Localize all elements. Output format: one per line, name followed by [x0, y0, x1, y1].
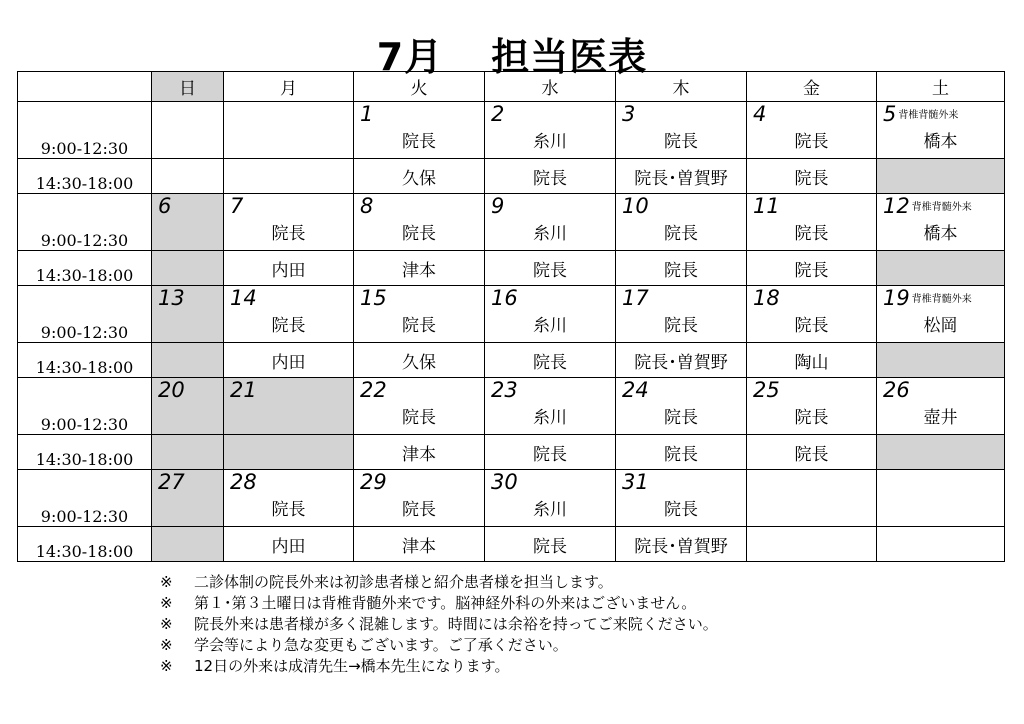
date-value: 27 — [158, 470, 185, 494]
date-value: 17 — [622, 286, 649, 310]
afternoon-cell — [224, 251, 354, 286]
week-morning-row — [18, 378, 1005, 435]
afternoon-cell — [152, 527, 224, 562]
doctor-name: 院長 — [271, 500, 306, 520]
doctor-name — [152, 494, 223, 496]
doctor-name: 糸川 — [533, 316, 567, 336]
date-number — [354, 194, 484, 218]
date-number — [877, 470, 1004, 494]
header-day-tue: 火 — [354, 72, 485, 102]
date-value: 30 — [491, 470, 518, 494]
doctor-name: 内田 — [271, 536, 306, 557]
date-value: 24 — [622, 378, 649, 402]
morning-cell — [224, 102, 354, 159]
afternoon-cell — [224, 343, 354, 378]
date-value: 7 — [230, 194, 244, 218]
date-number — [616, 286, 746, 310]
doctor-name: 院長 — [533, 260, 567, 281]
date-number — [485, 470, 615, 494]
date-number — [485, 102, 615, 126]
doctor-name: 陶山 — [794, 352, 829, 373]
note-text: 第１･第３土曜日は背椎背髄外来です。脳神経外科の外来はございません。 — [194, 594, 697, 612]
date-value: 23 — [491, 378, 518, 402]
doctor-name: 院長 — [794, 444, 829, 465]
morning-cell — [485, 102, 616, 159]
date-value: 2 — [491, 102, 505, 126]
date-value: 25 — [753, 378, 780, 402]
doctor-name: 院長 — [402, 132, 436, 152]
doctor-name: 久保 — [402, 352, 436, 373]
afternoon-cell — [747, 159, 877, 194]
date-value: 14 — [230, 286, 257, 310]
date-value: 3 — [622, 102, 636, 126]
doctor-name: 院長･曽賀野 — [634, 536, 728, 557]
morning-cell — [354, 286, 485, 343]
afternoon-cell — [877, 159, 1005, 194]
doctor-name: 院長 — [794, 408, 829, 428]
afternoon-cell — [747, 251, 877, 286]
week-afternoon-row — [18, 159, 1005, 194]
doctor-name: 院長 — [794, 316, 829, 336]
header-day-fri: 金 — [747, 72, 877, 102]
doctor-name: 津本 — [402, 444, 436, 465]
doctor-name: 糸川 — [533, 408, 567, 428]
afternoon-cell — [152, 343, 224, 378]
week-morning-row — [18, 470, 1005, 527]
date-number — [152, 470, 223, 494]
date-number — [485, 286, 615, 310]
time-slot-morning: 9:00-12:30 — [18, 194, 152, 251]
morning-cell — [152, 470, 224, 527]
date-value: 29 — [360, 470, 387, 494]
morning-cell — [877, 194, 1005, 251]
clinic-note: 背椎背髄外来 — [911, 294, 972, 305]
header-corner — [18, 72, 152, 102]
doctor-name: 院長 — [402, 316, 436, 336]
afternoon-cell — [877, 435, 1005, 470]
note-line — [160, 614, 718, 635]
note-text: 院長外来は患者様が多く混雑します。時間には余裕を持ってご来院ください。 — [194, 615, 718, 633]
afternoon-cell — [354, 527, 485, 562]
morning-cell — [747, 102, 877, 159]
morning-cell — [747, 470, 877, 527]
morning-cell — [485, 378, 616, 435]
date-number — [485, 378, 615, 402]
date-number — [354, 378, 484, 402]
date-number — [877, 286, 1004, 310]
date-value: 10 — [622, 194, 649, 218]
header-row — [18, 72, 1005, 102]
notes-list — [160, 572, 718, 677]
date-number — [224, 378, 353, 402]
clinic-note: 背椎背髄外来 — [911, 202, 972, 213]
note-line — [160, 572, 718, 593]
morning-cell — [616, 286, 747, 343]
afternoon-cell — [485, 159, 616, 194]
morning-cell — [877, 102, 1005, 159]
week-morning-row — [18, 194, 1005, 251]
afternoon-cell — [747, 527, 877, 562]
note-line — [160, 656, 718, 677]
date-number — [152, 286, 223, 310]
note-text: 学会等により急な変更もございます。ご了承ください。 — [194, 636, 568, 654]
note-text: 12日の外来は成清先生→橋本先生になります。 — [194, 657, 510, 675]
date-value: 1 — [360, 102, 374, 126]
date-number — [747, 194, 876, 218]
afternoon-cell — [152, 435, 224, 470]
morning-cell — [224, 378, 354, 435]
morning-cell — [747, 194, 877, 251]
doctor-name — [152, 218, 223, 220]
afternoon-cell — [354, 159, 485, 194]
date-number — [877, 102, 1004, 126]
header-day-mon: 月 — [224, 72, 354, 102]
date-number — [747, 378, 876, 402]
note-mark: ※ — [160, 594, 173, 612]
date-number — [354, 102, 484, 126]
morning-cell — [224, 286, 354, 343]
header-day-sun: 日 — [152, 72, 224, 102]
date-number — [224, 470, 353, 494]
date-value: 28 — [230, 470, 257, 494]
schedule-table — [17, 71, 1005, 562]
doctor-name: 院長 — [533, 536, 567, 557]
doctor-name — [152, 126, 223, 128]
note-mark: ※ — [160, 636, 173, 654]
morning-cell — [224, 470, 354, 527]
afternoon-cell — [616, 435, 747, 470]
week-afternoon-row — [18, 527, 1005, 562]
date-number — [616, 102, 746, 126]
time-slot-afternoon: 14:30-18:00 — [18, 527, 152, 562]
week-afternoon-row — [18, 435, 1005, 470]
afternoon-cell — [152, 159, 224, 194]
date-number — [616, 470, 746, 494]
doctor-name: 津本 — [402, 536, 436, 557]
doctor-name: 糸川 — [533, 500, 567, 520]
morning-cell — [354, 194, 485, 251]
note-line — [160, 635, 718, 656]
clinic-note: 背椎背髄外来 — [898, 110, 959, 121]
note-line — [160, 593, 718, 614]
afternoon-cell — [354, 343, 485, 378]
doctor-name: 院長 — [664, 408, 698, 428]
date-number — [747, 102, 876, 126]
doctor-name — [747, 494, 876, 496]
afternoon-cell — [354, 251, 485, 286]
afternoon-cell — [747, 343, 877, 378]
week-morning-row — [18, 102, 1005, 159]
doctor-name — [152, 310, 223, 312]
note-mark: ※ — [160, 573, 173, 591]
doctor-name: 橋本 — [923, 224, 958, 244]
doctor-name: 院長 — [664, 224, 698, 244]
doctor-name: 院長 — [794, 132, 829, 152]
week-afternoon-row — [18, 251, 1005, 286]
week-afternoon-row — [18, 343, 1005, 378]
afternoon-cell — [224, 435, 354, 470]
doctor-name: 院長 — [794, 260, 829, 281]
doctor-name: 院長 — [533, 444, 567, 465]
date-number — [747, 470, 876, 494]
date-number — [224, 286, 353, 310]
morning-cell — [877, 286, 1005, 343]
morning-cell — [616, 194, 747, 251]
date-number — [485, 194, 615, 218]
header-day-wed: 水 — [485, 72, 616, 102]
doctor-name: 院長 — [402, 500, 436, 520]
time-slot-morning: 9:00-12:30 — [18, 286, 152, 343]
week-morning-row — [18, 286, 1005, 343]
time-slot-afternoon: 14:30-18:00 — [18, 251, 152, 286]
date-value: 19 — [883, 286, 910, 310]
doctor-name: 内田 — [271, 352, 306, 373]
title-month: 7月 — [376, 35, 444, 79]
doctor-name: 院長･曽賀野 — [634, 352, 728, 373]
date-number — [354, 286, 484, 310]
morning-cell — [877, 470, 1005, 527]
morning-cell — [616, 102, 747, 159]
date-number — [616, 378, 746, 402]
date-value: 16 — [491, 286, 518, 310]
afternoon-cell — [877, 527, 1005, 562]
doctor-name: 院長 — [794, 168, 829, 189]
doctor-name: 院長 — [664, 316, 698, 336]
note-text: 二診体制の院長外来は初診患者様と紹介患者様を担当します。 — [194, 573, 613, 591]
doctor-name: 院長 — [402, 224, 436, 244]
morning-cell — [152, 286, 224, 343]
doctor-name: 院長 — [664, 260, 698, 281]
afternoon-cell — [485, 343, 616, 378]
afternoon-cell — [354, 435, 485, 470]
doctor-name: 津本 — [402, 260, 436, 281]
doctor-name: 院長 — [533, 168, 567, 189]
doctor-name — [224, 126, 353, 128]
note-mark: ※ — [160, 657, 173, 675]
afternoon-cell — [616, 251, 747, 286]
date-value: 21 — [230, 378, 257, 402]
title-text: 担当医表 — [491, 35, 648, 79]
date-value: 13 — [158, 286, 185, 310]
date-number — [877, 194, 1004, 218]
date-number — [152, 102, 223, 126]
date-number — [152, 378, 223, 402]
afternoon-cell — [747, 435, 877, 470]
doctor-name: 橋本 — [923, 132, 958, 152]
doctor-name: 院長 — [271, 224, 306, 244]
doctor-name: 院長 — [794, 224, 829, 244]
date-value: 22 — [360, 378, 387, 402]
doctor-name: 院長 — [664, 500, 698, 520]
doctor-name: 院長･曽賀野 — [634, 168, 728, 189]
morning-cell — [485, 286, 616, 343]
morning-cell — [152, 378, 224, 435]
date-value: 18 — [753, 286, 780, 310]
date-value: 31 — [622, 470, 649, 494]
doctor-name: 松岡 — [923, 316, 958, 336]
date-number — [224, 102, 353, 126]
date-number — [152, 194, 223, 218]
date-value: 9 — [491, 194, 505, 218]
afternoon-cell — [877, 343, 1005, 378]
morning-cell — [152, 194, 224, 251]
afternoon-cell — [616, 159, 747, 194]
morning-cell — [354, 102, 485, 159]
date-value: 6 — [158, 194, 172, 218]
date-number — [224, 194, 353, 218]
morning-cell — [152, 102, 224, 159]
doctor-name — [224, 402, 353, 404]
doctor-name — [877, 494, 1004, 496]
date-value: 15 — [360, 286, 387, 310]
doctor-name: 院長 — [664, 444, 698, 465]
afternoon-cell — [485, 251, 616, 286]
date-number — [877, 378, 1004, 402]
header-day-thu: 木 — [616, 72, 747, 102]
date-value: 26 — [883, 378, 910, 402]
date-number — [616, 194, 746, 218]
doctor-name: 壺井 — [923, 408, 958, 428]
date-value: 8 — [360, 194, 374, 218]
afternoon-cell — [616, 343, 747, 378]
date-value: 11 — [753, 194, 780, 218]
time-slot-morning: 9:00-12:30 — [18, 378, 152, 435]
time-slot-morning: 9:00-12:30 — [18, 470, 152, 527]
doctor-name: 糸川 — [533, 132, 567, 152]
time-slot-afternoon: 14:30-18:00 — [18, 343, 152, 378]
morning-cell — [354, 470, 485, 527]
afternoon-cell — [224, 527, 354, 562]
doctor-name: 院長 — [402, 408, 436, 428]
doctor-name: 院長 — [664, 132, 698, 152]
doctor-name: 院長 — [271, 316, 306, 336]
doctor-name: 久保 — [402, 168, 436, 189]
afternoon-cell — [485, 527, 616, 562]
afternoon-cell — [152, 251, 224, 286]
date-value: 4 — [753, 102, 767, 126]
note-mark: ※ — [160, 615, 173, 633]
afternoon-cell — [485, 435, 616, 470]
morning-cell — [616, 470, 747, 527]
morning-cell — [747, 286, 877, 343]
doctor-name — [152, 402, 223, 404]
doctor-name: 院長 — [533, 352, 567, 373]
morning-cell — [485, 470, 616, 527]
morning-cell — [616, 378, 747, 435]
date-value: 5 — [883, 102, 897, 126]
time-slot-morning: 9:00-12:30 — [18, 102, 152, 159]
afternoon-cell — [877, 251, 1005, 286]
morning-cell — [485, 194, 616, 251]
morning-cell — [877, 378, 1005, 435]
afternoon-cell — [224, 159, 354, 194]
doctor-name: 糸川 — [533, 224, 567, 244]
date-value: 20 — [158, 378, 185, 402]
time-slot-afternoon: 14:30-18:00 — [18, 159, 152, 194]
time-slot-afternoon: 14:30-18:00 — [18, 435, 152, 470]
date-number — [354, 470, 484, 494]
morning-cell — [224, 194, 354, 251]
date-value: 12 — [883, 194, 910, 218]
header-day-sat: 土 — [877, 72, 1005, 102]
doctor-name: 内田 — [271, 260, 306, 281]
morning-cell — [747, 378, 877, 435]
date-number — [747, 286, 876, 310]
morning-cell — [354, 378, 485, 435]
afternoon-cell — [616, 527, 747, 562]
